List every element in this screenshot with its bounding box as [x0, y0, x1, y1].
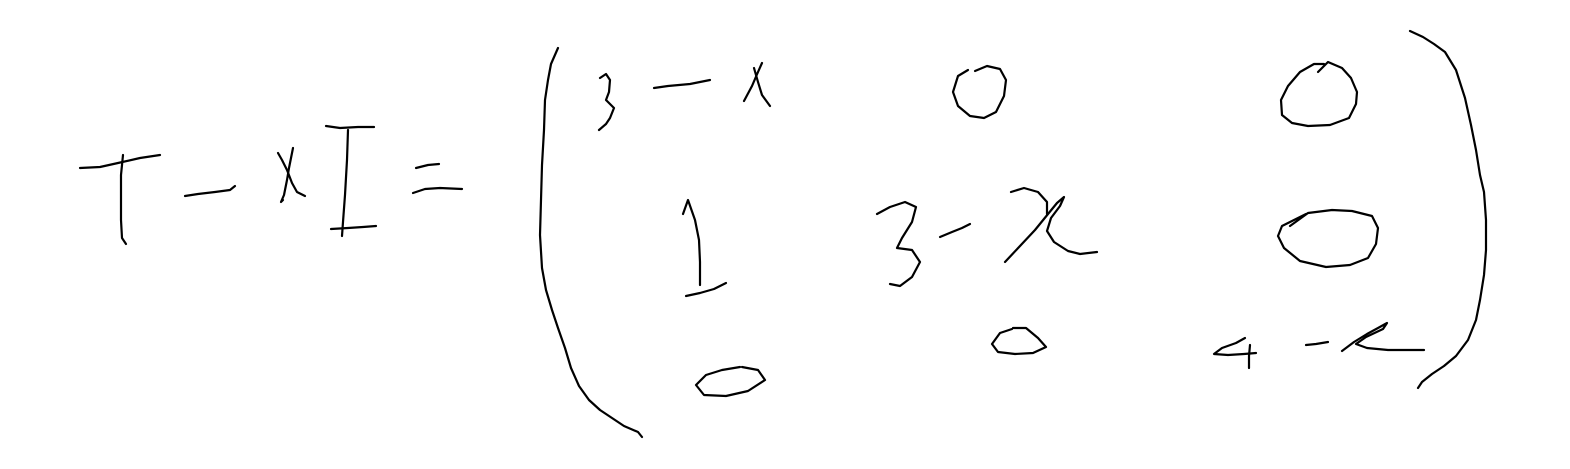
- letter-x-glyph: [278, 148, 305, 202]
- letter-i-glyph: [326, 126, 376, 236]
- entry-r1c3-glyph: [1281, 62, 1357, 126]
- letter-t-glyph: [80, 155, 160, 244]
- entry-r2c2-glyph: [877, 188, 1097, 286]
- entry-r2c3-glyph: [1278, 210, 1378, 267]
- left-bracket-glyph: [540, 48, 642, 437]
- entry-r3c3-glyph: [1214, 323, 1424, 368]
- entry-r3c1-glyph: [696, 367, 765, 396]
- right-bracket-glyph: [1410, 31, 1486, 388]
- equals-glyph: [413, 164, 462, 193]
- entry-r1c2-glyph: [953, 66, 1006, 118]
- minus-glyph: [185, 186, 235, 196]
- entry-r1c1-glyph: [599, 63, 770, 130]
- lhs-handwriting: [80, 126, 462, 244]
- entry-r2c1-glyph: [683, 200, 726, 296]
- entry-r3c2-glyph: [992, 328, 1046, 354]
